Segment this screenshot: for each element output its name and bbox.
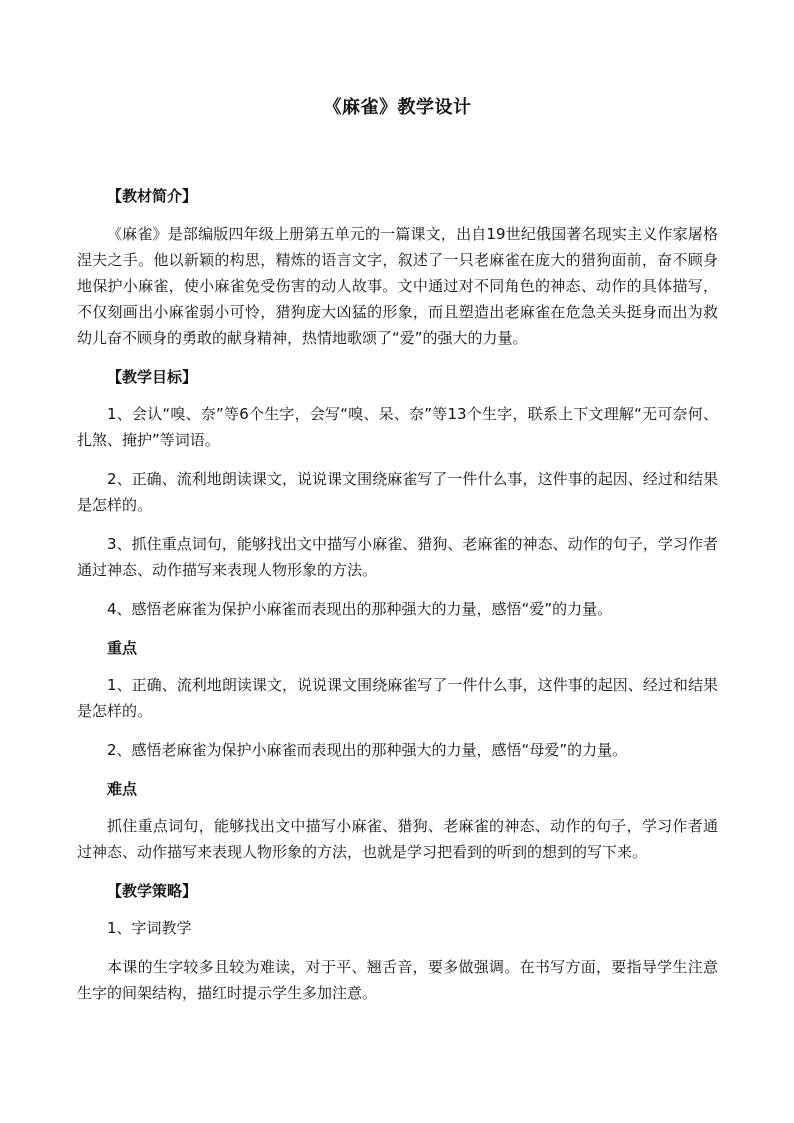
goal-item-4: 4、感悟老麻雀为保护小麻雀而表现出的那种强大的力量，感悟“爱”的力量。 bbox=[107, 600, 613, 618]
intro-paragraph: 《麻雀》是部编版四年级上册第五单元的一篇课文，出自19世纪俄国著名现实主义作家屠格涅夫之手。他以新颖的构思，精炼的语言文字，叙述了一只老麻雀在庞大的猎狗面前，奋不顾身地保护小麻雀，使小麻雀免受伤害的动人故事。文中通过对不同角色的神态、动作的具体描写，不仅刻画出小麻雀弱小可怜，猎狗庞大凶猛的形象，而且塑造出老麻雀在危急关头挺身而出为救幼儿奋不顾身的勇敢的献身精神，热情地歌颂了“爱”的强大的力量。 bbox=[77, 225, 718, 347]
document-title: 《麻雀》教学设计 bbox=[323, 97, 472, 118]
section-heading-intro: 【教材简介】 bbox=[107, 187, 198, 205]
key-point-1: 1、正确、流利地朗读课文，说说课文围绕麻雀写了一件什么事，这件事的起因、经过和结果是怎样的。 bbox=[77, 676, 718, 720]
strategy-paragraph: 本课的生字较多且较为难读，对于平、翘舌音，要多做强调。在书写方面，要指导学生注意生字的间架结构，描红时提示学生多加注意。 bbox=[77, 958, 718, 1002]
section-heading-key-points: 重点 bbox=[107, 639, 138, 657]
goal-item-3: 3、抓住重点词句，能够找出文中描写小麻雀、猎狗、老麻雀的神态、动作的句子，学习作者通过神态、动作描写来表现人物形象的方法。 bbox=[77, 535, 718, 579]
section-heading-strategy: 【教学策略】 bbox=[107, 882, 198, 900]
goal-item-2: 2、正确、流利地朗读课文，说说课文围绕麻雀写了一件什么事，这件事的起因、经过和结果是怎样的。 bbox=[77, 470, 718, 514]
section-heading-goals: 【教学目标】 bbox=[107, 368, 198, 386]
key-point-2: 2、感悟老麻雀为保护小麻雀而表现出的那种强大的力量，感悟“母爱”的力量。 bbox=[107, 741, 628, 759]
section-heading-difficulty: 难点 bbox=[107, 780, 138, 798]
difficulty-paragraph: 抓住重点词句，能够找出文中描写小麻雀、猎狗、老麻雀的神态、动作的句子，学习作者通过神态、动作描写来表现人物形象的方法，也就是学习把看到的听到的想到的写下来。 bbox=[77, 817, 718, 861]
strategy-item-1: 1、字词教学 bbox=[107, 919, 192, 937]
goal-item-1: 1、会认“嗅、奈”等6个生字，会写“嗅、呆、奈”等13个生字，联系上下文理解“无可奈何、扎煞、掩护”等词语。 bbox=[77, 405, 718, 449]
